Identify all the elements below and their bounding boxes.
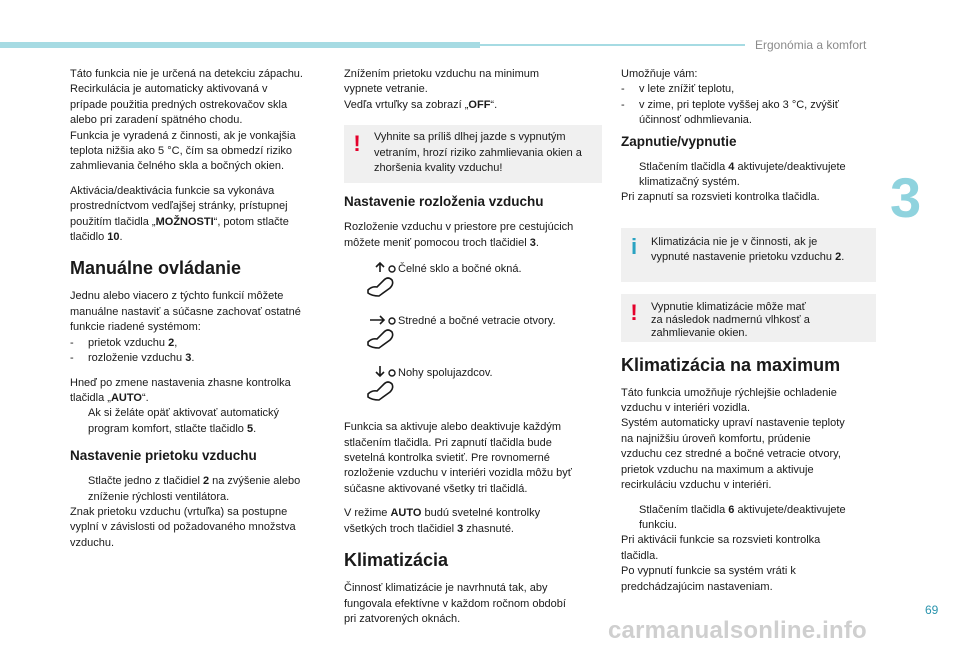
button-number: 10	[107, 231, 120, 244]
text-fragment: V režime	[344, 507, 391, 520]
text-line: svetelná kontrolka svietiť. Pre rovnomerné	[344, 452, 550, 465]
button-name: AUTO	[110, 391, 142, 404]
text-fragment: “.	[141, 391, 149, 404]
text-fragment: .	[841, 251, 845, 264]
text-fragment: aktivujete/deaktivujete	[734, 160, 846, 173]
text-fragment: .	[191, 352, 195, 365]
text-fragment: Stlačením tlačidla	[639, 503, 729, 516]
text-line: alebo pri zaradení spätného chodu.	[70, 114, 243, 127]
text-fragment: budú svetelné kontrolky	[421, 507, 541, 520]
function-paragraph	[344, 420, 602, 497]
vents-airflow-icon	[364, 312, 398, 352]
text-line: Činnosť klimatizácie je navrhnutá tak, aby	[344, 582, 548, 595]
bullet-item-cont: klimatizačný systém.	[639, 176, 740, 189]
text-fragment: .	[119, 231, 123, 244]
text-line: vzduchu cez stredné a bočné vetracie otvory,	[621, 448, 841, 461]
bullet-item	[70, 406, 330, 421]
display-label: OFF	[468, 98, 491, 111]
activation-paragraph	[70, 184, 330, 246]
ac-paragraph	[344, 581, 602, 627]
text-line: Recirkulácia je automaticky aktivovaná v	[70, 83, 268, 96]
text-line: Aktivácia/deaktivácia funkcie sa vykonáva	[70, 184, 275, 197]
text-line: na najnižšiu úroveň komfortu, prúdenie	[621, 432, 811, 445]
text-line: Pri zapnutí sa rozsvieti kontrolka tlačidla.	[621, 191, 820, 204]
dash-marker: -	[621, 83, 625, 96]
text-line	[651, 250, 868, 265]
text-line: predchádzajúcim nastaveniam.	[621, 580, 773, 593]
warning-icon: !	[353, 131, 361, 157]
page-number: 69	[925, 603, 939, 617]
dash-marker: -	[70, 336, 74, 349]
text-line	[70, 391, 330, 406]
button-number: 3	[185, 352, 192, 365]
text-fragment: môžete meniť pomocou troch tlačidiel	[344, 236, 530, 249]
text-line: vypnete vetranie.	[344, 83, 428, 96]
button-number: 2	[835, 251, 842, 264]
bullet-item-cont: zníženie rýchlosti ventilátora.	[88, 490, 230, 503]
column-middle	[344, 67, 602, 636]
text-fragment: Ak si želáte opäť aktivovať automatický	[88, 407, 280, 420]
text-line: prostredníctvom vedľajšej stránky, prístupnej	[70, 200, 288, 213]
column-right	[621, 67, 876, 604]
button-number: 6	[728, 503, 735, 516]
heading-air-conditioning: Klimatizácia	[344, 550, 449, 571]
text-line: Po vypnutí funkcie sa systém vráti k	[621, 565, 796, 578]
text-fragment: použitím tlačidla „	[70, 215, 156, 228]
text-line: vyplní v závislosti od požadovaného množstva	[70, 521, 296, 534]
button-name: AUTO	[390, 507, 422, 520]
list-item	[70, 336, 330, 351]
button-number: 2	[168, 336, 175, 349]
option-feet	[344, 364, 602, 416]
text-line	[344, 522, 602, 537]
list-item	[621, 98, 876, 113]
off-paragraph	[344, 67, 602, 113]
text-line	[344, 506, 602, 521]
text-line	[344, 236, 602, 251]
warning-note	[344, 125, 602, 183]
text-line: zhoršenia kvality vzduchu!	[374, 162, 503, 175]
option-vents	[344, 312, 602, 364]
text-fragment: tlačidlo	[70, 231, 108, 244]
option-label: Stredné a bočné vetracie otvory.	[398, 315, 556, 328]
warning-icon: !	[630, 299, 638, 325]
text-line: Funkcia sa aktivuje alebo deaktivuje každým	[344, 421, 562, 434]
text-fragment: .	[253, 422, 257, 435]
chapter-number: 3	[890, 166, 922, 229]
manual-paragraph	[70, 289, 330, 366]
windscreen-airflow-icon	[364, 260, 398, 300]
text-fragment: všetkých troch tlačidiel	[344, 522, 458, 535]
text-line: Rozloženie vzduchu v priestore pre cestujúcich	[344, 221, 574, 234]
onoff-paragraph	[621, 160, 876, 206]
button-number: 3	[529, 236, 536, 249]
text-line: pri zatvorených oknách.	[344, 612, 461, 625]
heading-air-distribution: Nastavenie rozloženia vzduchu	[344, 194, 544, 210]
text-line	[70, 230, 330, 245]
text-fragment: “, potom stlačte	[213, 215, 289, 228]
text-line: Jednu alebo viacero z týchto funkcií môžete	[70, 290, 284, 303]
button-number: 3	[457, 522, 464, 535]
feet-airflow-icon	[364, 364, 398, 404]
bullet-item-cont: funkciu.	[639, 518, 677, 531]
text-fragment: .	[535, 236, 539, 249]
button-number: 2	[202, 475, 210, 488]
max-bullet-paragraph	[621, 503, 876, 595]
section-title: Ergonómia a komfort	[755, 38, 867, 52]
heading-manual-control: Manuálne ovládanie	[70, 258, 242, 279]
text-line: Funkcia je vyradená z činnosti, ak je vonkajšia	[70, 129, 296, 142]
text-line: Systém automaticky upraví nastavenie teploty	[621, 417, 845, 430]
text-fragment: ,	[174, 336, 178, 349]
list-item	[70, 351, 330, 366]
text-line: Pri aktivácii funkcie sa rozsvieti kontrolka	[621, 534, 821, 547]
text-line: Vypnutie klimatizácie môže mať	[651, 300, 806, 313]
text-fragment: v lete znížiť teplotu,	[639, 83, 735, 96]
text-fragment: “.	[490, 98, 498, 111]
text-line: vetraním, hrozí riziko zahmlievania okien a	[374, 146, 582, 159]
text-line: Táto funkcia umožňuje rýchlejšie ochladenie	[621, 386, 837, 399]
text-fragment: program komfort, stlačte tlačidlo	[88, 422, 247, 435]
text-line: fungovala efektívne v každom ročnom období	[344, 597, 566, 610]
text-line: manuálne nastaviť a súčasne zachovať ostatné	[70, 305, 301, 318]
text-line: recirkuláciu vzduchu v interiéri.	[621, 479, 772, 492]
heading-air-flow: Nastavenie prietoku vzduchu	[70, 448, 257, 464]
text-line: zahmlievanie okien.	[651, 326, 748, 339]
bullet-item	[621, 160, 876, 175]
text-fragment: rozloženie vzduchu	[88, 352, 186, 365]
text-line: rozloženie vzduchu v interiéri vozidla môžu byť	[344, 467, 572, 480]
option-windscreen	[344, 260, 602, 312]
flow-paragraph	[70, 474, 330, 551]
allows-paragraph	[621, 67, 876, 129]
button-name: MOŽNOSTI	[155, 215, 214, 228]
text-fragment: Stlačte jedno z tlačidiel	[88, 475, 203, 488]
list-item-cont: účinnosť odhmlievania.	[639, 114, 752, 127]
heading-on-off: Zapnutie/vypnutie	[621, 133, 737, 149]
bullet-item	[70, 474, 330, 489]
auto-mode-paragraph	[344, 506, 602, 537]
bullet-item-cont	[70, 422, 330, 437]
dash-marker: -	[621, 98, 625, 111]
text-line: za následok nadmernú vlhkosť a	[651, 313, 810, 326]
text-line: Klimatizácia nie je v činnosti, ak je	[651, 235, 818, 248]
distribution-paragraph	[344, 220, 602, 251]
text-fragment: tlačidla „	[70, 391, 111, 404]
text-line: Znak prietoku vzduchu (vrtuľka) sa postupne	[70, 505, 288, 518]
warning-note	[621, 294, 876, 342]
text-line: tlačidla.	[621, 549, 659, 562]
text-line: súčasne aktivované všetky tri tlačidlá.	[344, 482, 528, 495]
text-fragment: zhasnuté.	[463, 522, 514, 535]
text-line: vzduchu v interiéri vozidla.	[621, 402, 751, 415]
info-note	[621, 228, 876, 282]
dash-marker: -	[70, 352, 74, 365]
bullet-item	[621, 503, 876, 518]
text-line	[344, 98, 602, 113]
text-line: stlačením tlačidla. Pri zapnutí tlačidla bude	[344, 436, 552, 449]
text-fragment: aktivujete/deaktivujete	[734, 503, 846, 516]
max-paragraph	[621, 386, 876, 494]
text-line: prípade použitia predných ostrekovačov skla	[70, 98, 288, 111]
text-line: zahmlievania čelného skla a bočných okien.	[70, 160, 285, 173]
intro-paragraph	[70, 67, 330, 175]
text-line: prietok vzduchu na maximum a aktivuje	[621, 463, 814, 476]
column-left	[70, 67, 330, 560]
button-number: 5	[246, 422, 254, 435]
text-line: teplota nižšia ako 5 °C, čím sa obmedzí riziko	[70, 145, 293, 158]
watermark: carmanualsonline.info	[608, 617, 867, 644]
text-line: Hneď po zmene nastavenia zhasne kontrolka	[70, 376, 291, 389]
text-fragment: v zime, pri teplote vyššej ako 3 °C, zvýšiť	[639, 98, 839, 111]
text-fragment: Stlačením tlačidla	[639, 160, 729, 173]
text-line: Vyhnite sa príliš dlhej jazde s vypnutým	[374, 131, 566, 144]
text-line: vzduchu.	[70, 536, 115, 549]
text-line: funkcie riadené systémom:	[70, 321, 201, 334]
info-icon: i	[630, 233, 638, 259]
header-accent-bar	[0, 42, 480, 48]
header-accent-line	[480, 44, 745, 46]
text-fragment: na zvýšenie alebo	[209, 475, 301, 488]
text-fragment: Vedľa vrtuľky sa zobrazí „	[344, 98, 469, 111]
text-line: Umožňuje vám:	[621, 68, 698, 80]
text-line: Znížením prietoku vzduchu na minimum	[344, 68, 540, 80]
text-line	[70, 215, 330, 230]
text-fragment: prietok vzduchu	[88, 336, 169, 349]
auto-paragraph	[70, 376, 330, 438]
text-fragment: vypnuté nastavenie prietoku vzduchu	[651, 251, 836, 264]
heading-max-ac: Klimatizácia na maximum	[621, 354, 841, 375]
option-label: Čelné sklo a bočné okná.	[398, 263, 522, 276]
button-number: 4	[728, 160, 735, 173]
text-line: Táto funkcia nie je určená na detekciu zápachu.	[70, 68, 303, 80]
list-item	[621, 82, 876, 97]
option-label: Nohy spolujazdcov.	[398, 367, 493, 380]
